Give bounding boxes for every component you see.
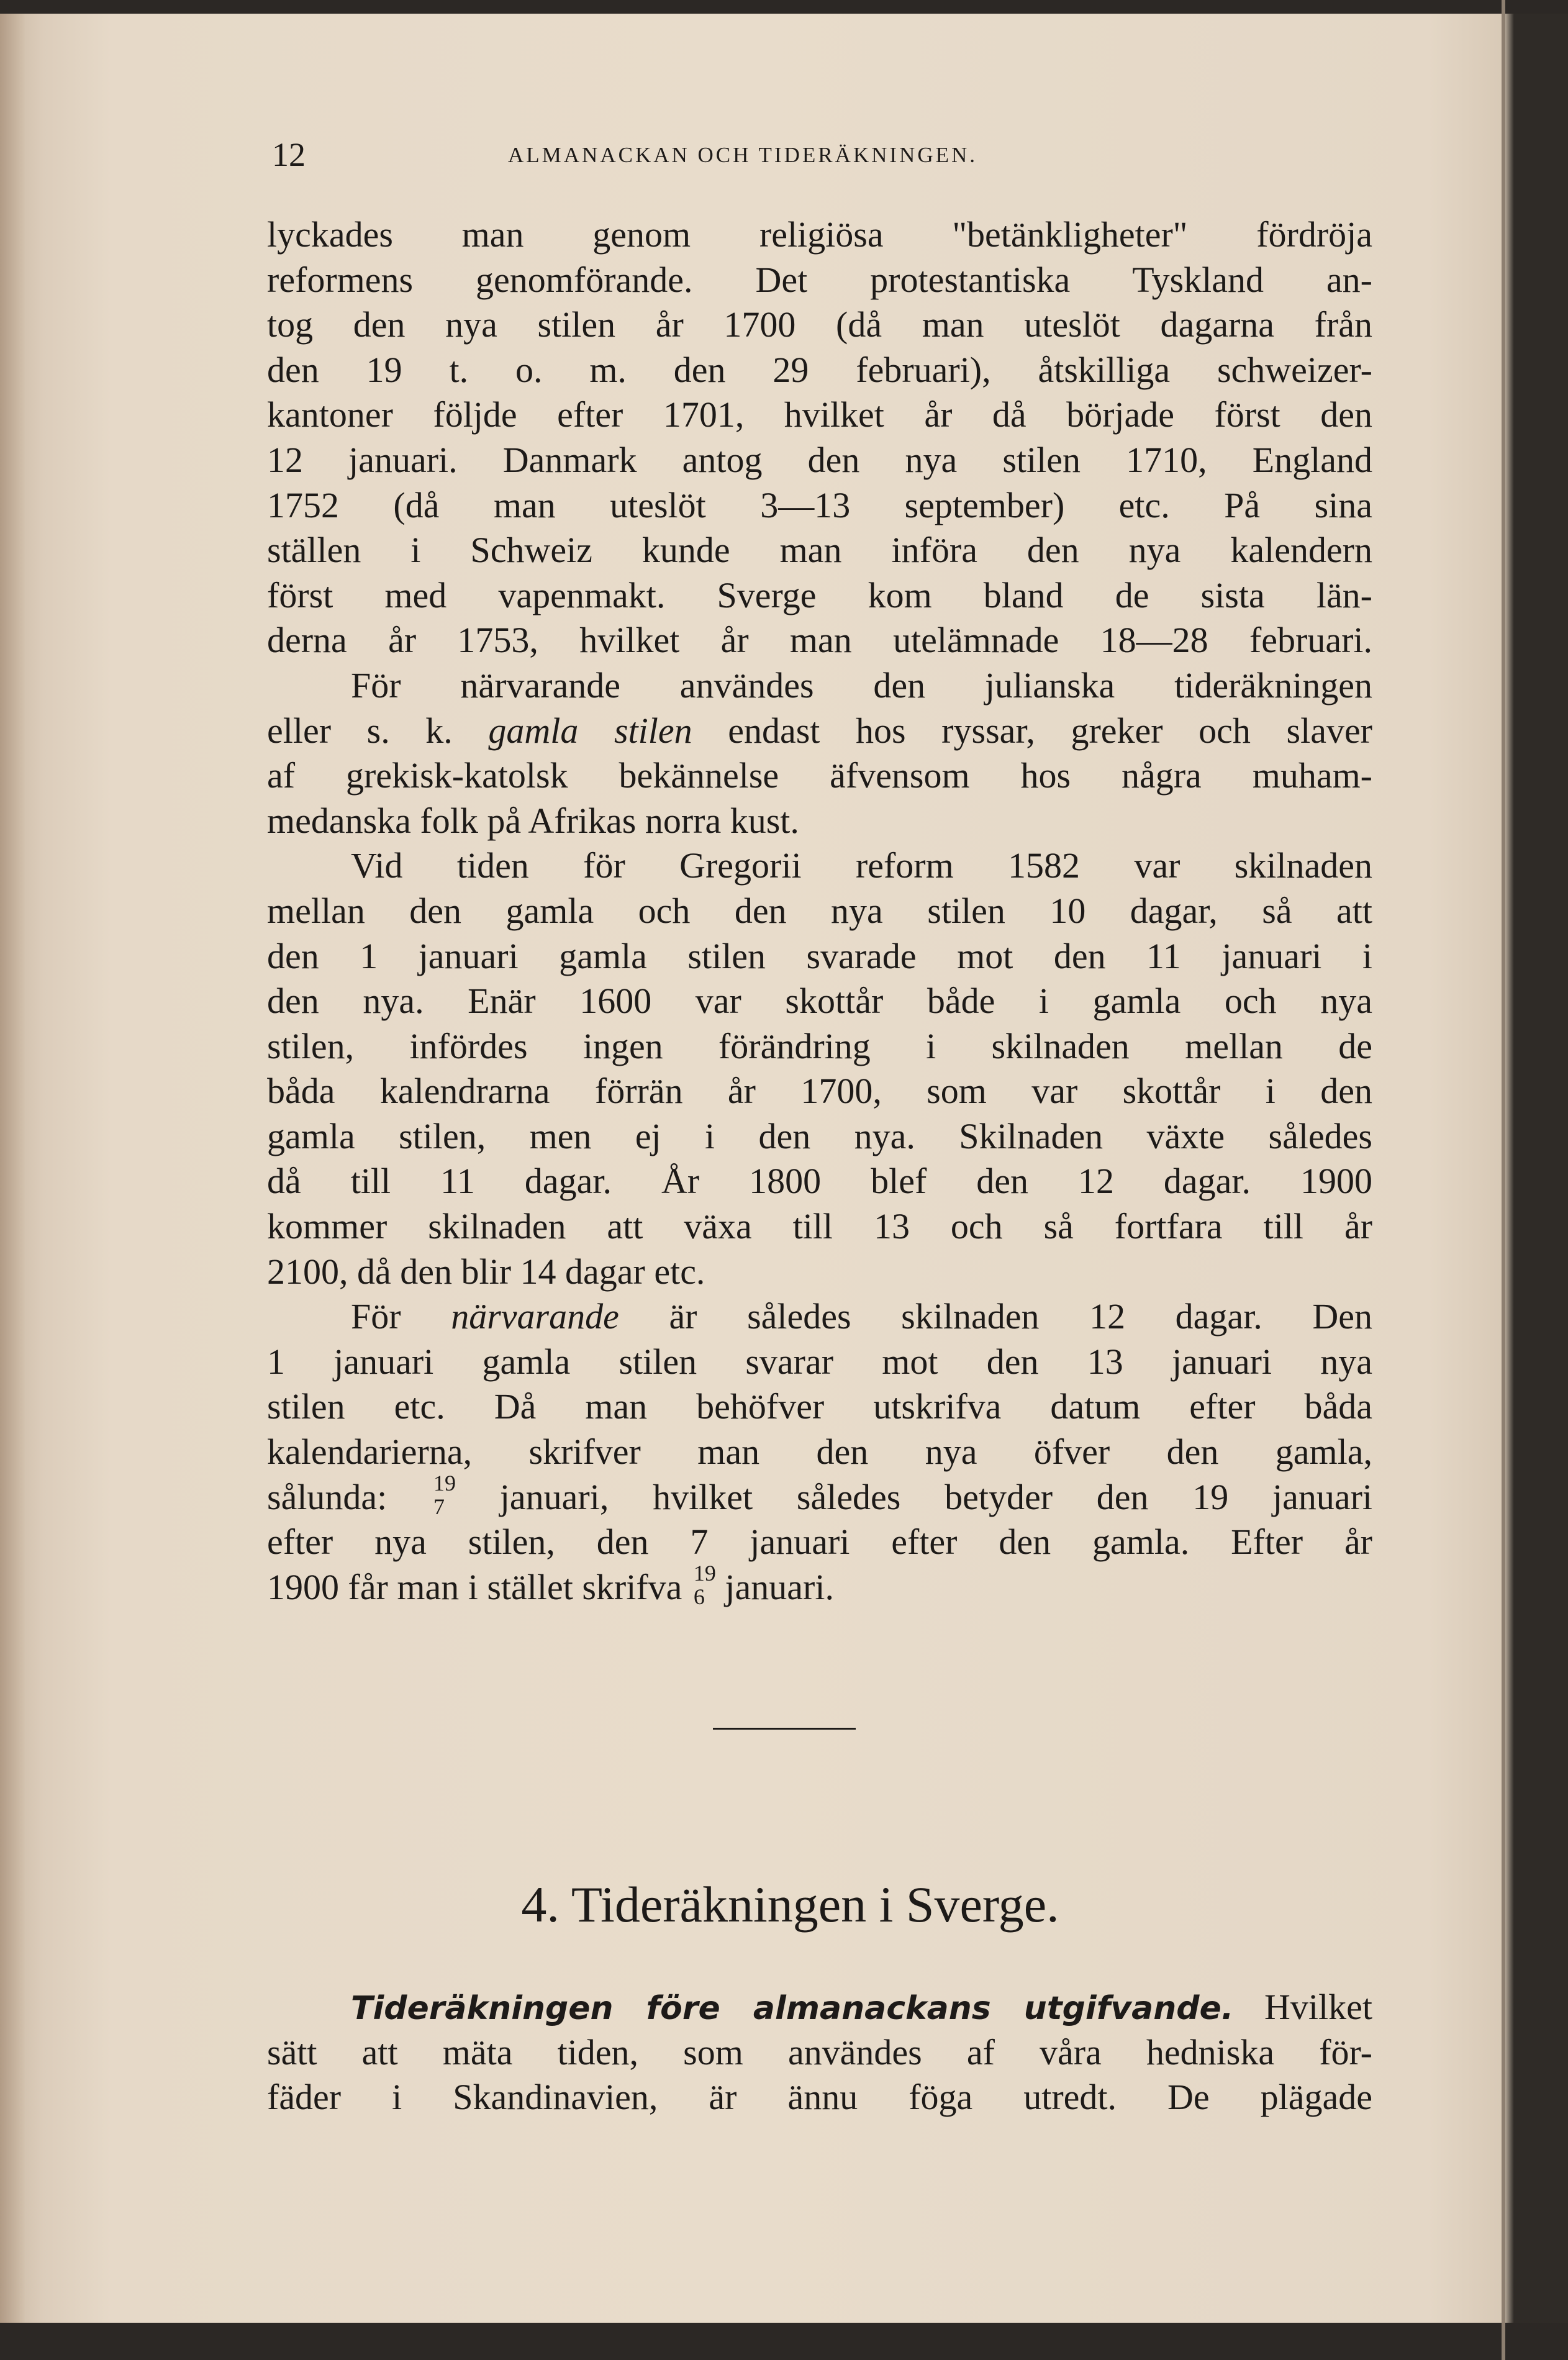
text-line: den 19 t. o. m. den 29 februari), åtskilliga schweizer- (267, 349, 1372, 390)
running-title: ALMANACKAN OCH TIDERÄKNINGEN. (508, 143, 978, 167)
text-run: Hvilket (1264, 1987, 1373, 2027)
text-line: mellan den gamla och den nya stilen 10 dagar, så att (267, 890, 1372, 931)
text-run: eller s. k. (267, 710, 453, 751)
page-gutter-shadow (0, 0, 25, 2360)
text-line: stilen, infördes ingen förändring i skilnaden mellan de (267, 1025, 1372, 1066)
date-fraction (691, 1560, 716, 1609)
italic-term: gamla stilen (488, 710, 692, 751)
text-line: reformens genomförande. Det protestantiska Tyskland an- (267, 259, 1372, 300)
text-line: Vid tiden för Gregorii reform 1582 var skilnaden (351, 845, 1372, 886)
scan-bottom-border (0, 2323, 1568, 2360)
text-line (267, 1470, 1373, 1520)
text-line: kantoner följde efter 1701, hvilket år då började först den (267, 394, 1372, 435)
text-line: sätt att mäta tiden, som användes af våra hedniska för- (267, 2031, 1372, 2072)
text-line: 12 januari. Danmark antog den nya stilen 1710, England (267, 439, 1372, 480)
text-line (267, 1294, 1372, 1340)
text-line: 2100, då den blir 14 dagar etc. (267, 1251, 705, 1292)
text-line: kommer skilnaden att växa till 13 och så fortfara till år (267, 1206, 1372, 1247)
text-line: af grekisk-katolsk bekännelse äfvensom hos några muham- (267, 755, 1372, 796)
section-text (267, 1985, 1372, 2120)
text-line: ställen i Schweiz kunde man införa den nya kalendern (267, 530, 1372, 571)
text-line: först med vapenmakt. Sverge kom bland de sista län- (267, 574, 1372, 615)
text-line: 1752 (då man uteslöt 3—13 september) etc. På sina (267, 484, 1372, 525)
text-run: januari. (725, 1566, 834, 1607)
text-line: lyckades man genom religiösa "betänkligheter" fördröja (267, 214, 1372, 255)
page-number: 12 (272, 136, 306, 173)
text-line (267, 709, 1372, 754)
text-line: För närvarande användes den julianska tideräkningen (351, 665, 1372, 706)
text-line (267, 1560, 1372, 1610)
text-line: kalendarierna, skrifver man den nya öfver den gamla, (267, 1432, 1372, 1473)
text-line: medanska folk på Afrikas norra kust. (267, 800, 799, 841)
text-run: För (351, 1296, 401, 1337)
text-line: då till 11 dagar. År 1800 blef den 12 dagar. 1900 (267, 1161, 1372, 1202)
text-line: 1 januari gamla stilen svarar mot den 13 januari nya (267, 1341, 1372, 1382)
page-edge (1502, 0, 1505, 2360)
text-run: januari, hvilket således betyder den 19 januari (499, 1476, 1373, 1517)
scan-top-border (0, 0, 1568, 14)
run-in-heading: Tideräkningen före almanackans utgifvande. (351, 1990, 1234, 2027)
text-line: gamla stilen, men ej i den nya. Skilnaden växte således (267, 1115, 1372, 1156)
text-line: båda kalendrarna förrän år 1700, som var skottår i den (267, 1071, 1372, 1112)
fraction-denominator: 7 (433, 1494, 445, 1519)
fraction-denominator: 6 (693, 1584, 705, 1609)
text-line: tog den nya stilen år 1700 (då man uteslöt dagarna från (267, 304, 1372, 345)
text-line: den nya. Enär 1600 var skottår både i gamla och nya (267, 981, 1372, 1022)
page-header (272, 132, 1377, 175)
text-run: endast hos ryssar, greker och slaver (728, 710, 1372, 751)
text-line: derna år 1753, hvilket år man utelämnade 18—28 februari. (267, 620, 1372, 661)
text-line: fäder i Skandinavien, är ännu föga utredt. De plägade (267, 2077, 1372, 2118)
text-line (267, 1985, 1372, 2030)
text-line: efter nya stilen, den 7 januari efter den gamla. Efter år (267, 1522, 1372, 1563)
section-divider (713, 1728, 856, 1730)
text-run: sålunda: (267, 1476, 387, 1517)
italic-term: närvarande (451, 1296, 619, 1337)
text-run: 1900 får man i stället skrifva (267, 1566, 682, 1607)
text-run: är således skilnaden 12 dagar. Den (669, 1296, 1373, 1337)
section-title: 4. Tideräkningen i Sverge. (521, 1876, 1059, 1933)
text-line: den 1 januari gamla stilen svarade mot den 11 januari i (267, 935, 1372, 976)
date-fraction (431, 1470, 456, 1519)
fraction-numerator: 19 (693, 1560, 716, 1586)
body-text (267, 212, 1372, 1610)
fraction-numerator: 19 (433, 1470, 456, 1495)
text-line: stilen etc. Då man behöfver utskrifva datum efter båda (267, 1386, 1372, 1427)
